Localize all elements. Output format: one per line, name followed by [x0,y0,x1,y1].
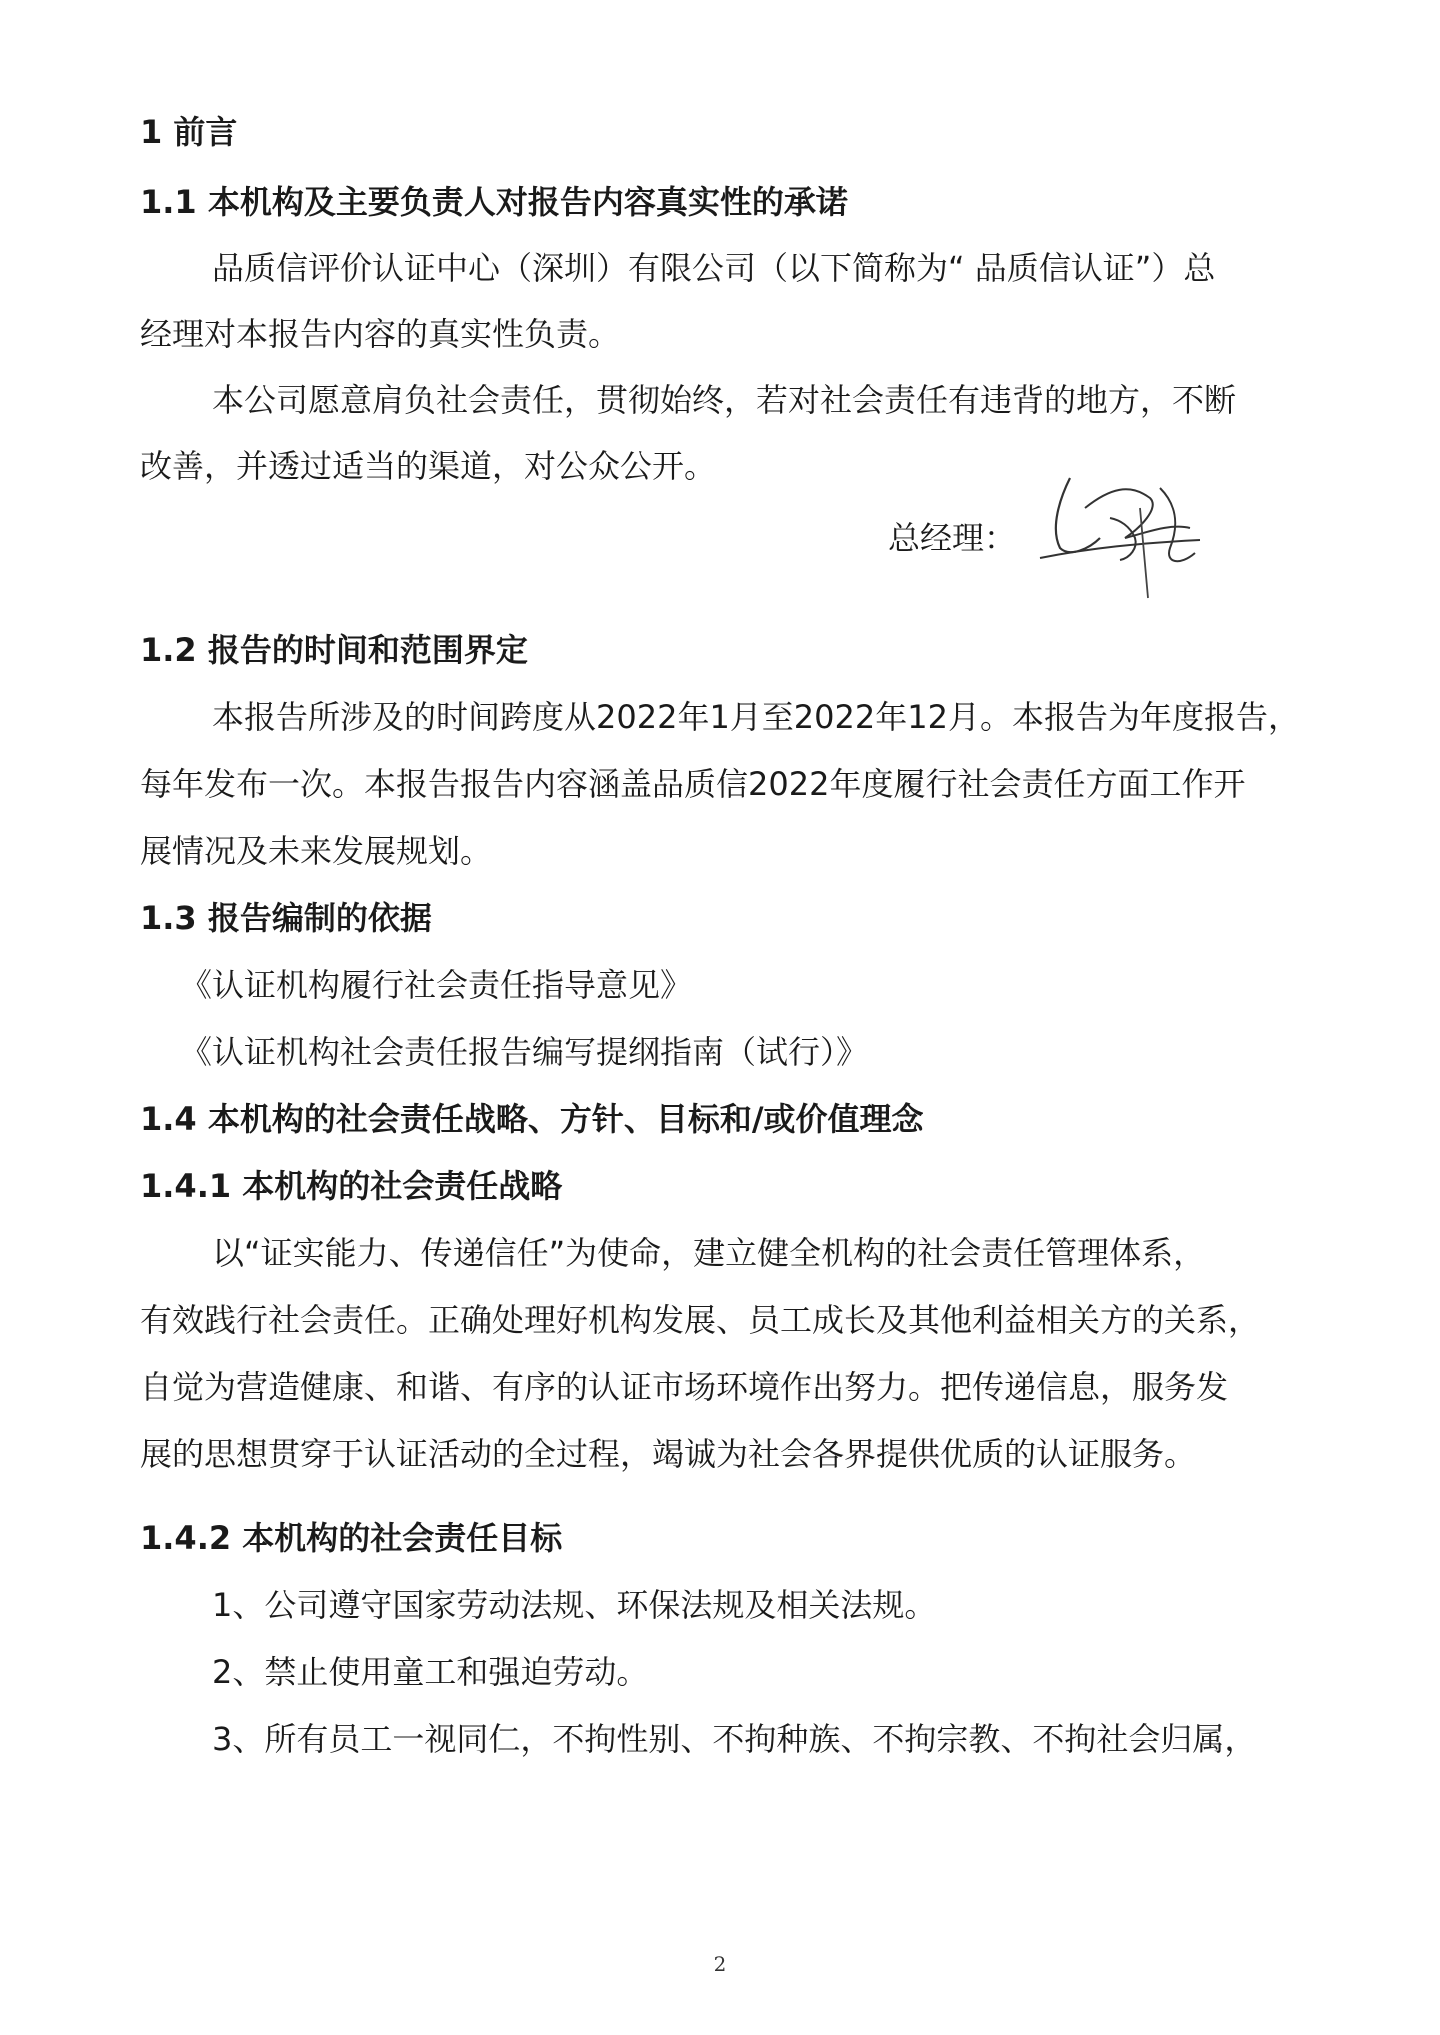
paragraph-line: 展情况及未来发展规划。 [140,832,493,870]
paragraph-line: 经理对本报告内容的真实性负责。 [140,315,621,353]
list-item: 1、公司遵守国家劳动法规、环保法规及相关法规。 [212,1586,937,1624]
paragraph-line: 展的思想贯穿于认证活动的全过程，竭诚为社会各界提供优质的认证服务。 [140,1435,1197,1473]
paragraph-line: 每年发布一次。本报告报告内容涵盖品质信2022年度履行社会责任方面工作开 [140,765,1246,803]
reference-item: 《认证机构社会责任报告编写提纲指南（试行）》 [180,1033,869,1071]
paragraph-line: 本公司愿意肩负社会责任，贯彻始终，若对社会责任有违背的地方，不断 [212,381,1237,419]
section-1-4-1-title: 1.4.1 本机构的社会责任战略 [140,1167,563,1205]
paragraph-line: 品质信评价认证中心（深圳）有限公司（以下简称为“ 品质信认证”）总 [212,249,1216,287]
section-1-4-2-title: 1.4.2 本机构的社会责任目标 [140,1519,563,1557]
signer-label: 总经理： [888,519,1017,557]
paragraph-line: 自觉为营造健康、和谐、有序的认证市场环境作出努力。把传递信息，服务发 [140,1368,1229,1406]
signature-image [1030,448,1230,608]
section-1-3-title: 1.3 报告编制的依据 [140,899,432,937]
section-1-4-title: 1.4 本机构的社会责任战略、方针、目标和/或价值理念 [140,1100,924,1138]
section-1-1-title: 1.1 本机构及主要负责人对报告内容真实性的承诺 [140,183,848,221]
paragraph-line: 有效践行社会责任。正确处理好机构发展、员工成长及其他利益相关方的关系， [140,1301,1261,1339]
section-1-2-title: 1.2 报告的时间和范围界定 [140,631,528,669]
list-item: 3、所有员工一视同仁，不拘性别、不拘种族、不拘宗教、不拘社会归属， [212,1720,1257,1758]
paragraph-line: 本报告所涉及的时间跨度从2022年1月至2022年12月。本报告为年度报告， [212,698,1300,736]
list-item: 2、禁止使用童工和强迫劳动。 [212,1653,649,1691]
paragraph-line: 以“证实能力、传递信任”为使命，建立健全机构的社会责任管理体系， [212,1234,1206,1272]
reference-item: 《认证机构履行社会责任指导意见》 [180,966,693,1004]
page-number: 2 [713,1952,727,1976]
paragraph-line: 改善，并透过适当的渠道，对公众公开。 [140,447,717,485]
heading-1: 1 前言 [140,113,238,151]
